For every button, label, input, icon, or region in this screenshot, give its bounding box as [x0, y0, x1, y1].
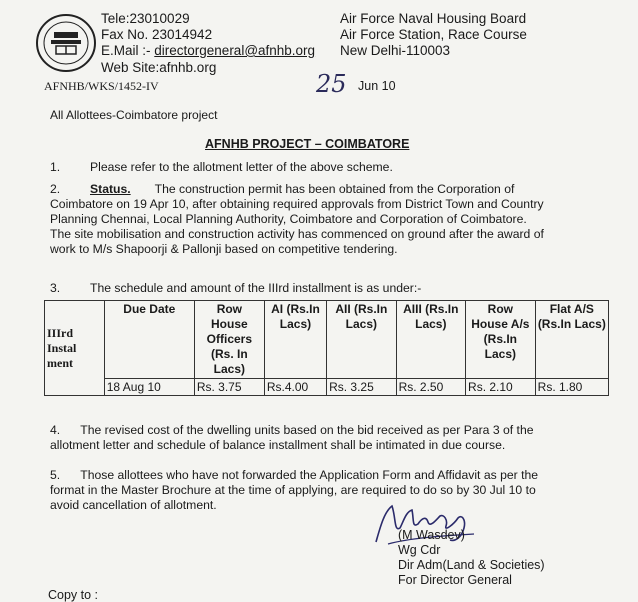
paragraph-3: [50, 281, 590, 296]
org-name: Air Force Naval Housing Board: [340, 11, 527, 26]
web-line: Web Site:afnhb.org: [101, 60, 217, 75]
value-aiii: Rs. 2.50: [396, 379, 465, 396]
value-row-house-as: Rs. 2.10: [466, 379, 536, 396]
header-ai: AI (Rs.In Lacs): [264, 301, 326, 379]
paragraph-1: [50, 160, 590, 175]
para-5-line-3: avoid cancellation of allotment.: [50, 498, 217, 512]
para-1-number: 1.: [50, 160, 61, 174]
value-aii: Rs. 3.25: [327, 379, 396, 396]
para-2-number: 2.: [50, 182, 61, 196]
addressee: All Allottees-Coimbatore project: [50, 108, 218, 122]
header-due-date: Due Date: [104, 301, 194, 379]
header-row-house-as: Row House A/s (Rs.In Lacs): [466, 301, 536, 379]
value-due-date: 18 Aug 10: [104, 379, 194, 396]
value-flat-as: Rs. 1.80: [535, 379, 608, 396]
table-row: [45, 379, 609, 396]
value-ai: Rs.4.00: [264, 379, 326, 396]
paragraph-4: [50, 423, 590, 453]
para-4-line-2: allotment letter and schedule of balance installment shall be intimated in due course.: [50, 438, 506, 452]
date-month-year: Jun 10: [358, 79, 396, 93]
para-5-line-2: format in the Master Brochure at the time of applying, are required to do so by 30 Jul 10 to: [50, 483, 536, 497]
email-line: [101, 43, 315, 58]
fax-line: Fax No. 23014942: [101, 27, 213, 42]
org-address-2: New Delhi-110003: [340, 43, 451, 58]
header-row-house-officers: Row House Officers (Rs. In Lacs): [194, 301, 264, 379]
afnhb-emblem-seal: [34, 12, 98, 74]
installment-schedule-table: [44, 300, 609, 396]
para-2-line-3: Planning Chennai, Local Planning Authority, Coimbatore and Corporation of Coimbatore.: [50, 212, 527, 226]
para-3-text: The schedule and amount of the IIIrd installment is as under:-: [90, 281, 422, 295]
para-5-line-1: 5. Those allottees who have not forwarded the Application Form and Affidavit as per the: [50, 468, 539, 482]
signatory-name: (M Wasdev): [398, 528, 465, 542]
signatory-designation: Dir Adm(Land & Societies): [398, 558, 545, 572]
email-prefix: E.Mail :-: [101, 43, 155, 58]
tel-line: Tele:23010029: [101, 11, 190, 26]
org-address-1: Air Force Station, Race Course: [340, 27, 527, 42]
handwritten-date-day: 25: [316, 70, 347, 98]
status-label: Status.: [90, 182, 131, 196]
signatory-rank: Wg Cdr: [398, 543, 441, 557]
email-link[interactable]: directorgeneral@afnhb.org: [154, 43, 316, 58]
signature-block: [398, 528, 545, 588]
header-aii: AII (Rs.In Lacs): [327, 301, 396, 379]
para-4-line-1: 4. The revised cost of the dwelling units based on the bid received as per Para 3 of the: [50, 423, 534, 437]
para-2-line-2: Coimbatore on 19 Apr 10, after obtaining required approvals from District Town and Country: [50, 197, 544, 211]
table-header-row: [45, 301, 609, 379]
document-title: AFNHB PROJECT – COIMBATORE: [205, 137, 410, 151]
signatory-for-line: For Director General: [398, 573, 512, 587]
para-2-line-1: The construction permit has been obtained from the Corporation of: [154, 182, 515, 196]
para-2-line-5: work to M/s Shapoorji & Pallonji based on competitive tendering.: [50, 242, 398, 256]
value-row-house-officers: Rs. 3.75: [194, 379, 264, 396]
para-2-line-4: The site mobilisation and construction activity has commenced on ground after the award of: [50, 227, 544, 241]
copy-to-label: Copy to :: [48, 588, 99, 602]
header-aiii: AIII (Rs.In Lacs): [396, 301, 465, 379]
paragraph-2: [50, 182, 590, 257]
paragraph-5: [50, 468, 590, 513]
reference-number: AFNHB/WKS/1452-IV: [44, 79, 159, 93]
para-1-text: Please refer to the allotment letter of the above scheme.: [90, 160, 393, 174]
installment-label-cell: IIIrd Instal ment: [45, 301, 105, 396]
para-3-number: 3.: [50, 281, 61, 295]
header-flat-as: Flat A/S (Rs.In Lacs): [535, 301, 608, 379]
